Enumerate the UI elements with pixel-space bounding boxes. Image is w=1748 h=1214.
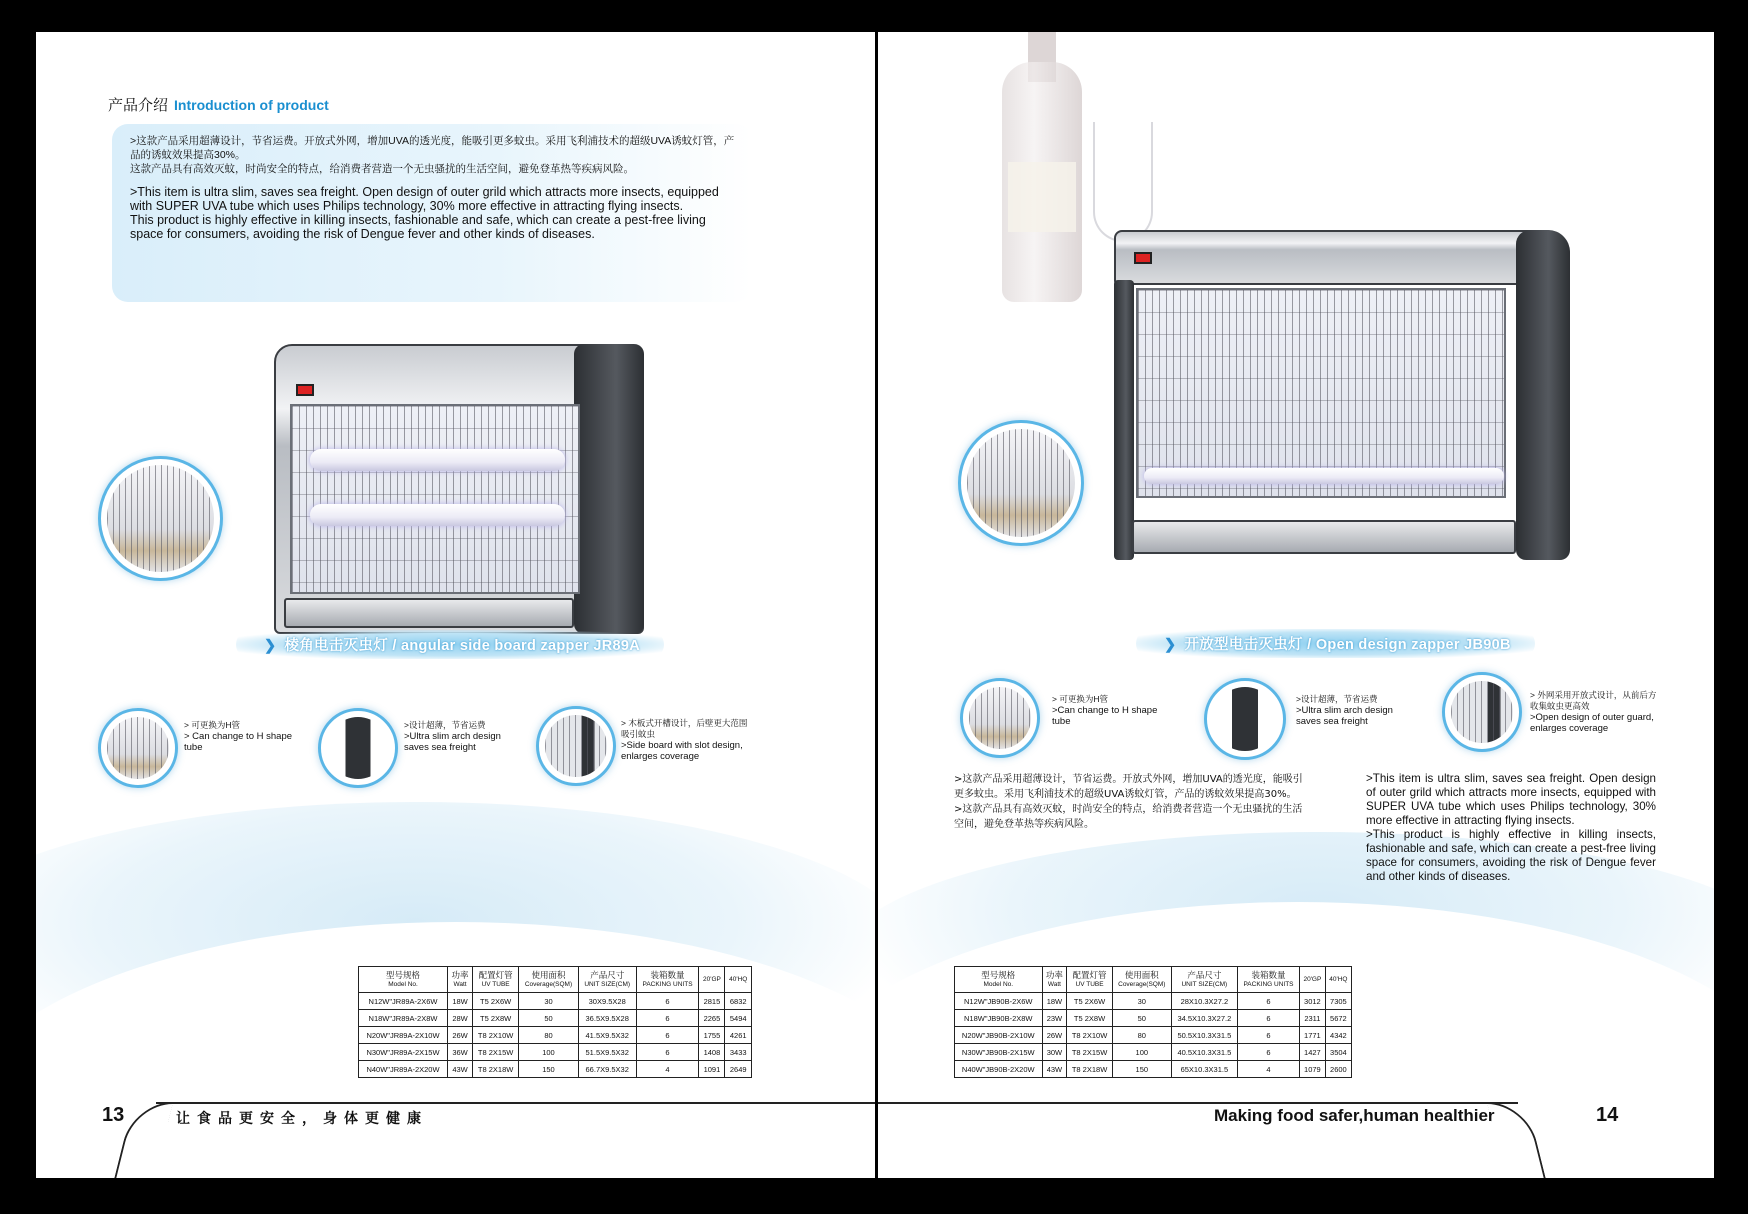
intro-cn-2: 这款产品具有高效灭蚊，时尚安全的特点，给消费者营造一个无虫骚扰的生活空间，避免登革热等疾病风险。 [130,163,634,175]
product-banner-jr89a: ❯ 棱角电击灭虫灯 / angular side board zapper JR89A [236,630,664,659]
table-cell: N12W"JB90B-2X6W [955,993,1043,1010]
table-cell: 150 [519,1061,579,1078]
table-cell: 1771 [1300,1027,1326,1044]
table-cell: 41.5X9.5X32 [578,1027,636,1044]
table-cell: 6 [1237,1027,1299,1044]
table-cell: 26W [448,1027,473,1044]
table-cell: 6 [636,993,699,1010]
detail-circle-closeup [98,456,223,581]
intro-cn-1: >这款产品采用超薄设计，节省运费。开放式外网，增加UVA的透光度，能吸引更多蚊虫。采用飞利浦技术的超级UVA诱蚊灯管，产品的诱蚊效果提高30%。 [130,135,735,161]
feature-circle-h-tube [98,708,178,788]
power-switch [1134,252,1152,264]
feature-text-slim: >设计超薄，节省运费 >Ultra slim arch design saves sea freight [1296,694,1393,727]
intro-en-1: >This item is ultra slim, saves sea freight. Open design of outer grild which attracts more insects, equipped with SUPER UVA tube which uses Philips technology, 30% more effective in attracting flying insects. [130,185,719,213]
table-cell: 100 [1112,1044,1171,1061]
table-row [359,993,752,1010]
table-cell: 4 [636,1061,699,1078]
table-header-cell: 20'GP [1300,967,1326,993]
table-cell: 50 [519,1010,579,1027]
right-page [878,32,1714,1178]
footer-rule [156,1102,875,1104]
table-row [359,1061,752,1078]
spec-table-jb90b [954,966,1352,1078]
table-cell: N18W"JB90B-2X8W [955,1010,1043,1027]
table-cell: N40W"JR89A-2X20W [359,1061,448,1078]
chevron-icon: ❯ [1164,637,1177,653]
table-cell: T8 2X10W [1067,1027,1113,1044]
table-cell: 4342 [1325,1027,1351,1044]
table-header-cell: 功率 Watt [1042,967,1067,993]
feature-text-h-tube: > 可更换为H管 >Can change to H shape tube [1052,694,1158,727]
table-cell: 6 [636,1027,699,1044]
feature-text-side-board: > 木板式开槽设计，后壁更大范围吸引蚊虫 >Side board with slot design, enlarges coverage [621,718,748,762]
table-cell: N18W"JR89A-2X8W [359,1010,448,1027]
table-cell: 50.5X10.3X31.5 [1171,1027,1237,1044]
table-header-cell: 配置灯管 UV TUBE [473,967,519,993]
table-cell: 4 [1237,1061,1299,1078]
table-cell: 3012 [1300,993,1326,1010]
page-number: 13 [102,1104,125,1126]
feature-circle-side-board [536,706,616,786]
table-cell: T8 2X10W [473,1027,519,1044]
table-header-cell: 装箱数量 PACKING UNITS [636,967,699,993]
table-cell: 100 [519,1044,579,1061]
table-cell: 28X10.3X27.2 [1171,993,1237,1010]
table-cell: 2815 [699,993,725,1010]
table-header-cell: 装箱数量 PACKING UNITS [1237,967,1299,993]
feature-text-slim: >设计超薄，节省运费 >Ultra slim arch design saves sea freight [404,720,501,753]
feature-circle-outer-guard [1442,672,1522,752]
table-cell: 1755 [699,1027,725,1044]
table-cell: 1091 [699,1061,725,1078]
product-image-jb90b [1114,230,1570,560]
table-row [359,1027,752,1044]
table-cell: 2600 [1325,1061,1351,1078]
table-cell: T5 2X8W [473,1010,519,1027]
table-cell: 40.5X10.3X31.5 [1171,1044,1237,1061]
table-cell: T8 2X18W [1067,1061,1113,1078]
table-cell: 26W [1042,1027,1067,1044]
table-cell: 43W [1042,1061,1067,1078]
table-cell: T5 2X8W [1067,1010,1113,1027]
table-cell: T5 2X6W [1067,993,1113,1010]
feature-circle-h-tube [960,678,1040,758]
table-cell: 6 [1237,993,1299,1010]
page-number: 14 [1596,1104,1619,1126]
table-cell: 30 [519,993,579,1010]
table-header-cell: 配置灯管 UV TUBE [1067,967,1113,993]
table-header-cell: 型号规格 Model No. [955,967,1043,993]
table-cell: 4261 [725,1027,752,1044]
table-cell: 2311 [1300,1010,1326,1027]
intro-en-2: This product is highly effective in killing insects, fashionable and safe, which can create a pest-free living space for consumers, avoiding the risk of Dengue fever and other kinds of diseases. [130,213,706,241]
table-cell: 51.5X9.5X32 [578,1044,636,1061]
table-cell: N30W"JB90B-2X15W [955,1044,1043,1061]
table-row [359,1010,752,1027]
table-row [359,1044,752,1061]
detail-circle-closeup [958,420,1084,546]
table-cell: 2649 [725,1061,752,1078]
section-heading [108,94,329,115]
table-header-cell: 40'HQ [1325,967,1351,993]
table-cell: 50 [1112,1010,1171,1027]
heading-en: Introduction of product [174,97,329,113]
intro-box [112,124,752,302]
table-cell: 30X9.5X28 [578,993,636,1010]
wine-glass [1093,122,1153,242]
table-cell: 28W [448,1010,473,1027]
table-header-cell: 使用面积 Coverage(SQM) [519,967,579,993]
table-cell: 6 [1237,1044,1299,1061]
table-cell: N40W"JB90B-2X20W [955,1061,1043,1078]
table-row [955,1027,1352,1044]
table-header-row [359,967,752,993]
table-cell: T8 2X15W [1067,1044,1113,1061]
table-cell: 5672 [1325,1010,1351,1027]
power-switch [296,384,314,396]
feature-text-outer-guard: > 外网采用开放式设计，从前后方收集蚊虫更高效 >Open design of outer guard, enlarges coverage [1530,690,1657,734]
left-page [36,32,875,1178]
feature-circle-slim [1204,678,1286,760]
feature-text-h-tube: > 可更换为H管 > Can change to H shape tube [184,720,293,753]
chevron-icon: ❯ [264,638,277,654]
product-banner-jb90b: ❯ 开放型电击灭虫灯 / Open design zapper JB90B [1136,629,1535,658]
table-cell: 7305 [1325,993,1351,1010]
table-cell: 18W [1042,993,1067,1010]
table-cell: 1427 [1300,1044,1326,1061]
table-cell: 30W [1042,1044,1067,1061]
table-cell: T8 2X15W [473,1044,519,1061]
table-row [955,993,1352,1010]
table-cell: 3504 [1325,1044,1351,1061]
spec-table-jr89a [358,966,752,1078]
table-cell: N12W"JR89A-2X6W [359,993,448,1010]
table-cell: 3433 [725,1044,752,1061]
table-cell: 1408 [699,1044,725,1061]
table-cell: 5494 [725,1010,752,1027]
table-cell: 23W [1042,1010,1067,1027]
table-cell: 43W [448,1061,473,1078]
table-cell: 80 [1112,1027,1171,1044]
description-en: >This item is ultra slim, saves sea freight. Open design of outer grild which attracts more insects, equipped with SUPER UVA tube which uses Philips technology, 30% more effective in attracting flying insects. >This product is highly effective in killing insects, fashionable and safe, which can create a pest-free living space for consumers, avoiding the risk of Dengue fever and other kinds of diseases. [1366,772,1656,883]
table-cell: N30W"JR89A-2X15W [359,1044,448,1061]
table-cell: 36W [448,1044,473,1061]
table-header-cell: 使用面积 Coverage(SQM) [1112,967,1171,993]
description-cn: >这款产品采用超薄设计，节省运费。开放式外网，增加UVA的透光度，能吸引更多蚊虫。采用飞利浦技术的超级UVA诱蚊灯管，产品的诱蚊效果提高30%。 >这款产品具有高效灭蚊，时尚安全的特点，给消费者营造一个无虫骚扰的生活空间，避免登革热等疾病风险。 [954,774,1303,830]
product-image-jr89a [274,344,644,634]
table-cell: 150 [1112,1061,1171,1078]
footer-rule [878,1102,1518,1104]
table-row [955,1061,1352,1078]
table-cell: 66.7X9.5X32 [578,1061,636,1078]
table-header-cell: 产品尺寸 UNIT SIZE(CM) [1171,967,1237,993]
table-cell: 30 [1112,993,1171,1010]
table-cell: N20W"JB90B-2X10W [955,1027,1043,1044]
table-cell: 6 [636,1010,699,1027]
table-row [955,1010,1352,1027]
table-cell: 36.5X9.5X28 [578,1010,636,1027]
table-cell: 34.5X10.3X27.2 [1171,1010,1237,1027]
table-header-cell: 40'HQ [725,967,752,993]
table-cell: 6832 [725,993,752,1010]
feature-circle-slim [318,708,398,788]
table-cell: 80 [519,1027,579,1044]
table-header-cell: 型号规格 Model No. [359,967,448,993]
heading-cn: 产品介绍 [108,96,169,114]
table-row [955,1044,1352,1061]
table-cell: 2265 [699,1010,725,1027]
table-header-cell: 产品尺寸 UNIT SIZE(CM) [578,967,636,993]
table-cell: T5 2X6W [473,993,519,1010]
table-cell: 1079 [1300,1061,1326,1078]
table-header-cell: 功率 Watt [448,967,473,993]
table-header-cell: 20'GP [699,967,725,993]
table-cell: 65X10.3X31.5 [1171,1061,1237,1078]
table-cell: 18W [448,993,473,1010]
table-cell: T8 2X18W [473,1061,519,1078]
table-cell: 6 [636,1044,699,1061]
slogan-cn: 让食品更安全，身体更健康 [176,1111,428,1127]
table-cell: N20W"JR89A-2X10W [359,1027,448,1044]
table-cell: 6 [1237,1010,1299,1027]
table-header-row [955,967,1352,993]
slogan-en: Making food safer,human healthier [1214,1106,1495,1125]
